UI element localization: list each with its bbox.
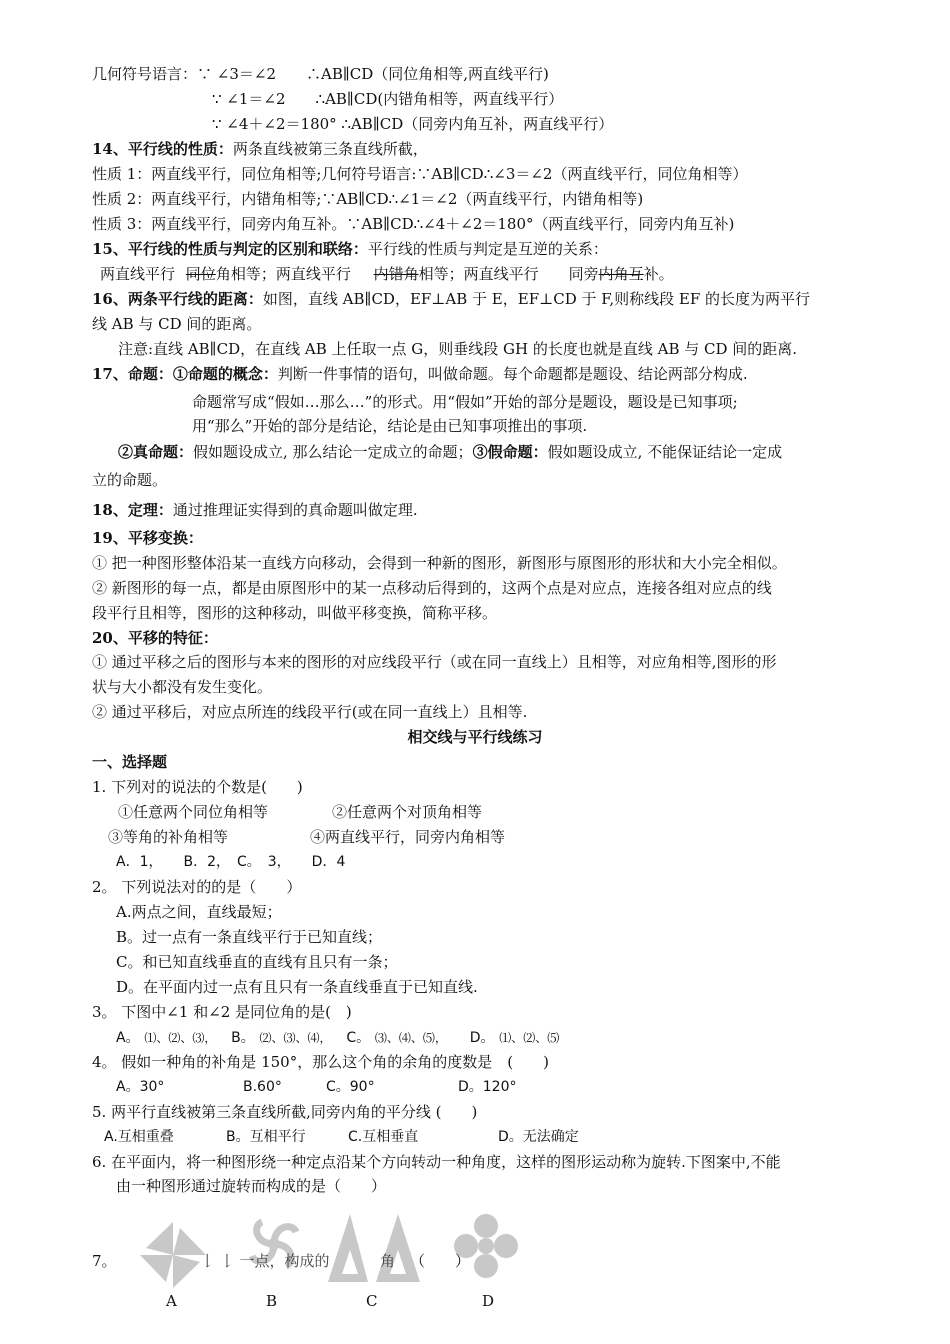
question-1: 1. 下列对的说法的个数是( ) [92,778,303,796]
section-19-text-3: 段平行且相等，图形的这种移动，叫做平移变换，简称平移。 [92,604,498,622]
section-20-text-3: ② 通过平移后，对应点所连的线段平行(或在同一直线上）且相等. [92,703,528,721]
q4-answer-b: B.60° [243,1079,282,1095]
question-7: 7。 [92,1252,117,1270]
question-2-option-b: B。过一点有一条直线平行于已知直线； [116,928,383,946]
q4-answer-a: A。30° [116,1079,165,1095]
q3-answer-d-text: ⑴、⑵、⑸ [499,1031,560,1045]
section-14 [92,139,428,159]
section-16-note: 注意:直线 AB∥CD，在直线 AB 上任取一点 G，则垂线段 GH 的长度也就是直线 AB 与 CD 间的距离. [118,340,798,358]
question-1-option-2: ②任意两个对顶角相等 [332,803,483,821]
section-choice-heading: 一、选择题 [92,753,168,771]
property-2: 性质 2：两直线平行，内错角相等;∵AB∥CD∴∠1＝∠2（两直线平行，内错角相等) [92,190,644,208]
section-17-text-1: 判断一件事情的语句，叫做命题。每个命题都是题设、结论两部分构成. [277,365,748,383]
section-18-heading: 18、定理： [92,501,173,519]
section-16-text-2: 线 AB 与 CD 间的距离。 [92,315,262,333]
question-2: 2。 下列说法对的的是（ ） [92,878,302,896]
question-1-option-3: ③等角的补角相等 [108,828,229,846]
q5-answer-b: B。互相平行 [226,1129,306,1145]
question-7-paren: （ ） [410,1252,471,1270]
section-16-heading: 16、两条平行线的距离： [92,290,263,308]
figure-a-pinwheel [138,1220,208,1290]
relation-text-b: 同位 [185,265,216,283]
question-1-option-1: ①任意两个同位角相等 [118,803,269,821]
geo-line-1: 几何符号语言：∵ ∠3＝∠2 ∴AB∥CD（同位角相等,两直线平行) [92,65,549,83]
figure-label-d: D [482,1292,495,1310]
exercise-title: 相交线与平行线练习 [407,728,543,746]
question-3-answers [116,1027,559,1048]
q4-answer-d: D。120° [458,1079,517,1095]
section-15-relations [100,264,674,284]
question-4: 4。 假如一种角的补角是 150°，那么这个角的余角的度数是 ( ) [92,1053,549,1071]
question-2-option-a: A.两点之间，直线最短； [116,903,282,921]
relation-text-d: 内错角 [373,265,419,283]
geo-line-3: ∵ ∠4＋∠2＝180° ∴AB∥CD（同旁内角互补，两直线平行） [212,115,614,133]
section-18-text: 通过推理证实得到的真命题叫做定理. [172,501,418,519]
section-20-text-1: ① 通过平移之后的图形与本来的图形的对应线段平行（或在同一直线上）且相等，对应角相等,图形的形 [92,653,777,671]
q3-answer-c: C。 [346,1030,371,1046]
section-14-heading: 14、平行线的性质： [92,140,233,158]
question-1-answers: A．1， B．2， C。 3， D．4 [116,854,346,870]
section-17-text-2: 命题常写成“假如…那么…”的形式。用“假如”开始的部分是题设，题设是已知事项; [192,393,738,411]
section-17-text-4: 假如题设成立, 那么结论一定成立的命题； [193,443,473,461]
question-3: 3。 下图中∠1 和∠2 是同位角的是( ) [92,1003,352,1021]
q3-answer-a-text: ⑴、⑵、⑶， [144,1031,217,1045]
property-3: 性质 3：两直线平行，同旁内角互补。∵AB∥CD∴∠4＋∠2＝180°（两直线平行，同旁内角互补) [92,215,735,233]
section-17 [92,364,748,384]
q3-answer-c-text: ⑶、⑷、⑸， [374,1031,447,1045]
geo-line-2: ∵ ∠1＝∠2 ∴AB∥CD(内错角相等，两直线平行） [212,90,564,108]
section-17-sub-2: ②真命题： [118,443,194,461]
relation-text-c: 角相等；两直线平行 [215,265,351,283]
relation-text-a: 两直线平行 [100,265,176,283]
q5-answer-d: D。无法确定 [498,1129,579,1145]
question-2-option-c: C。和已知直线垂直的直线有且只有一条； [116,953,398,971]
q3-answer-d: D。 [469,1030,495,1046]
q5-answer-c: C.互相垂直 [348,1129,419,1145]
question-5: 5. 两平行直线被第三条直线所截,同旁内角的平分线 ( ) [92,1103,478,1121]
relation-text-g: 补。 [643,265,674,283]
section-16 [92,289,810,309]
q4-answer-c: C。90° [326,1079,375,1095]
figure-label-c: C [366,1292,378,1310]
section-17-text-6: 立的命题。 [92,471,168,489]
section-19-text-2: ② 新图形的每一点，都是由原图形中的某一点移动后得到的，这两个点是对应点，连接各组对应点的线 [92,579,772,597]
section-17-true-false [118,442,782,462]
section-17-sub-3: ③假命题： [472,443,548,461]
section-19-text-1: ① 把一种图形整体沿某一直线方向移动，会得到一种新的图形，新图形与原图形的形状和大小完全相似。 [92,554,787,572]
relation-text-f: 内角互 [598,265,644,283]
property-1: 性质 1：两直线平行，同位角相等;几何符号语言:∵AB∥CD∴∠3＝∠2（两直线平行，同位角相等） [92,165,748,183]
question-2-option-d: D。在平面内过一点有且只有一条直线垂直于已知直线. [116,978,478,996]
section-18 [92,500,418,520]
figure-c-triangles [320,1212,432,1284]
section-17-text-3: 用“那么”开始的部分是结论，结论是由已知事项推出的事项. [192,417,588,435]
q3-answer-b-text: ⑵、⑶、⑷， [259,1031,332,1045]
section-20-heading: 20、平移的特征： [92,629,218,647]
figure-label-b: B [266,1292,278,1310]
section-19-heading: 19、平移变换： [92,529,203,547]
question-6-line-1: 6. 在平面内，将一种图形绕一种定点沿某个方向转动一种角度，这样的图形运动称为旋转.下图案中,不能 [92,1153,781,1171]
section-15-text: 平行线的性质与判定是互逆的关系： [367,240,608,258]
section-17-sub-1: ①命题的概念： [172,365,278,383]
q3-answer-b: B。 [231,1030,255,1046]
section-15 [92,239,608,259]
q5-answer-a: A.互相重叠 [104,1129,174,1145]
section-17-heading: 17、命题： [92,365,173,383]
relation-text-e: 相等；两直线平行 同旁 [418,265,599,283]
question-7-partial: 𠄌 𠄌 一点，构成的 [200,1252,330,1270]
section-14-text: 两条直线被第三条直线所截， [232,140,428,158]
figure-label-a: A [166,1292,177,1310]
q3-answer-a: A。 [116,1030,140,1046]
figure-d-flower [450,1210,522,1282]
section-20-text-2: 状与大小都没有发生变化。 [92,678,273,696]
question-1-option-4: ④两直线平行，同旁内角相等 [310,828,506,846]
section-17-text-5: 假如题设成立, 不能保证结论一定成 [547,443,783,461]
section-15-heading: 15、平行线的性质与判定的区别和联络： [92,240,368,258]
section-16-text: 如图，直线 AB∥CD，EF⊥AB 于 E，EF⊥CD 于 F,则称线段 EF 的长度为两平行 [262,290,810,308]
question-7-partial-2: 角 [380,1252,396,1270]
question-6-line-2: 由一种图形通过旋转而构成的是（ ） [116,1177,387,1195]
